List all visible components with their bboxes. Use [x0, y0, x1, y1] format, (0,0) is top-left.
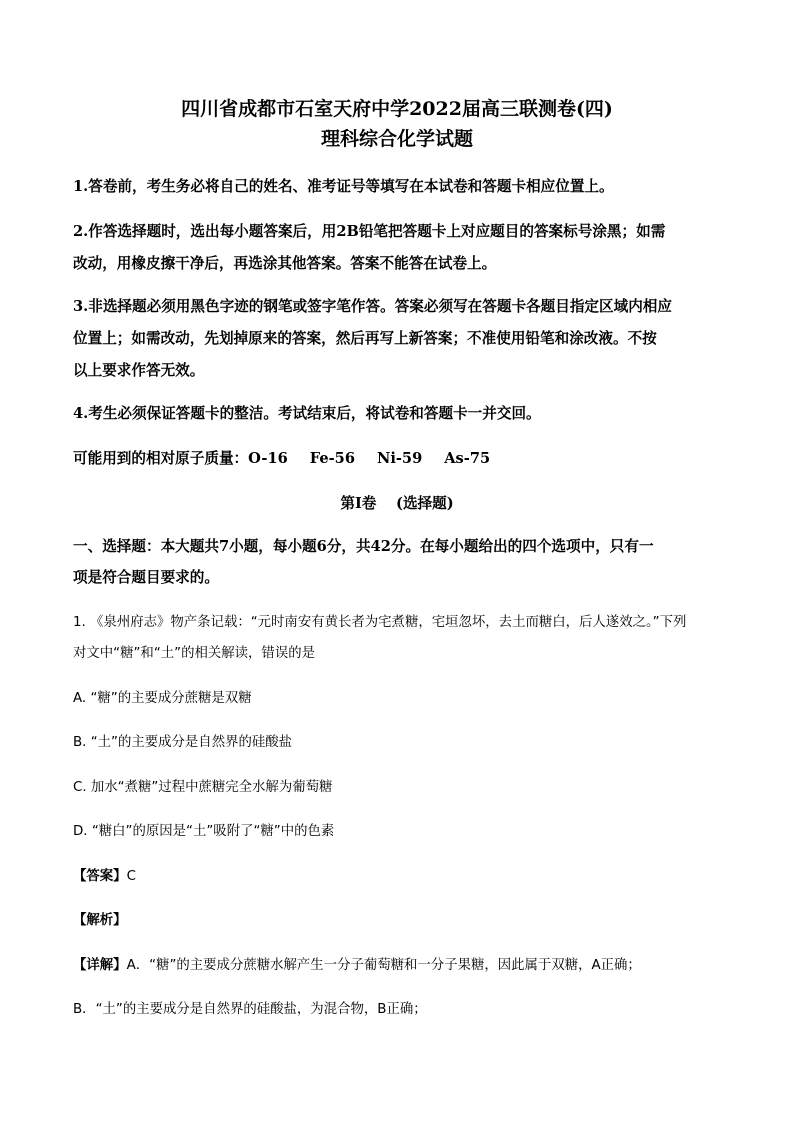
instruction-3-cont2: 以上要求作答无效。 [73, 362, 205, 379]
answer-line [73, 866, 723, 888]
detail-text-a: A．“糖”的主要成分蔗糖水解产生一分子葡萄糖和一分子果糖，因此属于双糖，A正确； [126, 958, 641, 973]
analysis-line [73, 910, 723, 932]
question-stem-1: 1. 《泉州府志》物产条记载：“元时南安有黄长者为宅煮糖，宅垣忽坏，去土而糖白，后人遂效之。”下列 [73, 615, 687, 630]
atomic-masses-label: 可能用到的相对原子质量： [73, 450, 249, 467]
exam-subtitle: 理科综合化学试题 [320, 128, 473, 150]
option-b: B. “土”的主要成分是自然界的硅酸盐 [73, 735, 293, 750]
detail-line-a [73, 955, 723, 977]
section-intro-1: 一、选择题：本大题共7小题，每小题6分，共42分。在每小题给出的四个选项中，只有一 [73, 538, 654, 555]
instruction-4: 4.考生必须保证答题卡的整洁。考试结束后，将试卷和答题卡一并交回。 [73, 405, 541, 422]
instruction-2: 2.作答选择题时，选出每小题答案后，用2B铅笔把答题卡上对应题目的答案标号涂黑；如需 [73, 223, 666, 240]
atomic-mass-o: O-16 [248, 450, 288, 467]
atomic-mass-as: As-75 [444, 450, 491, 467]
question-stem-2: 对文中“糖”和“土”的相关解读，错误的是 [73, 646, 315, 661]
instruction-3-cont1: 位置上；如需改动，先划掉原来的答案，然后再写上新答案；不准使用铅笔和涂改液。不按 [73, 330, 657, 347]
option-a: A. “糖”的主要成分蔗糖是双糖 [73, 691, 252, 706]
instruction-1: 1.答卷前，考生务必将自己的姓名、准考证号等填写在本试卷和答题卡相应位置上。 [73, 178, 614, 195]
instruction-3: 3.非选择题必须用黑色字迹的钢笔或签字笔作答。答案必须写在答题卡各题目指定区域内相应 [73, 298, 672, 315]
option-d: D. “糖白”的原因是“土”吸附了“糖”中的色素 [73, 824, 335, 839]
exam-title: 四川省成都市石室天府中学2022届高三联测卷(四) [181, 98, 613, 120]
section-heading: 第I卷 (选择题) [340, 495, 454, 512]
instruction-2-cont: 改动，用橡皮擦干净后，再选涂其他答案。答案不能答在试卷上。 [73, 255, 497, 272]
section-intro-2: 项是符合题目要求的。 [73, 569, 219, 586]
answer-label: 【答案】 [73, 869, 127, 884]
atomic-mass-fe: Fe-56 [309, 450, 355, 467]
atomic-masses [73, 448, 723, 470]
analysis-label: 【解析】 [73, 913, 127, 928]
detail-line-b: B．“土”的主要成分是自然界的硅酸盐，为混合物，B正确； [73, 1002, 427, 1017]
option-c: C. 加水“煮糖”过程中蔗糖完全水解为葡萄糖 [73, 780, 333, 795]
atomic-mass-ni: Ni-59 [376, 450, 423, 467]
answer-value: C [126, 869, 136, 884]
detail-label: 【详解】 [73, 958, 127, 973]
